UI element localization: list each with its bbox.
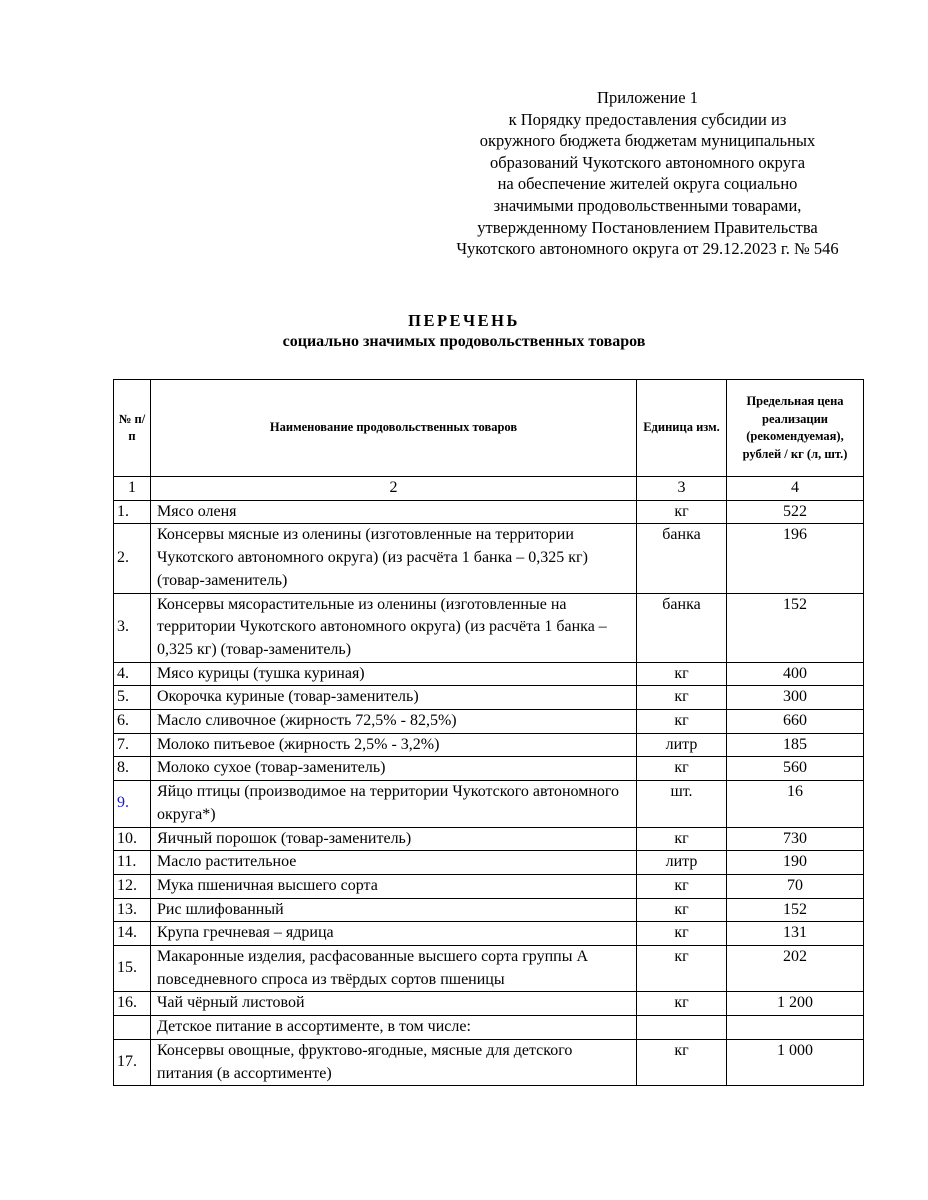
header-price: Предельная цена реализации (рекомендуемая), рублей / кг (л, шт.): [727, 380, 864, 477]
appendix-line: к Порядку предоставления субсидии из: [508, 109, 787, 129]
row-price: 202: [727, 946, 864, 992]
row-unit: кг: [637, 922, 727, 946]
row-price: 300: [727, 686, 864, 710]
column-index: 3: [637, 477, 727, 501]
header-unit: Единица изм.: [637, 380, 727, 477]
row-price: 196: [727, 524, 864, 593]
row-number: 3.: [114, 593, 151, 662]
row-unit: кг: [637, 898, 727, 922]
column-index: 4: [727, 477, 864, 501]
appendix-line: на обеспечение жителей округа социально: [497, 174, 798, 194]
row-unit: кг: [637, 686, 727, 710]
row-number: 15.: [114, 946, 151, 992]
row-unit: кг: [637, 1039, 727, 1085]
goods-table: [113, 379, 864, 1086]
row-number: 14.: [114, 922, 151, 946]
row-price: 152: [727, 593, 864, 662]
row-number: 2.: [114, 524, 151, 593]
table-row: [114, 686, 864, 710]
row-name: Молоко питьевое (жирность 2,5% - 3,2%): [151, 733, 637, 757]
row-price: 522: [727, 500, 864, 524]
table-row: [114, 874, 864, 898]
column-index: 2: [151, 477, 637, 501]
row-name: Окорочка куриные (товар-заменитель): [151, 686, 637, 710]
appendix-line: окружного бюджета бюджетам муниципальных: [479, 131, 816, 151]
row-number: 17.: [114, 1039, 151, 1085]
row-name: Консервы мясные из оленины (изготовленные на территории Чукотского автономного округа) (из расчёта 1 банка – 0,325 кг) (товар-заменитель): [151, 524, 637, 593]
row-price: [727, 1016, 864, 1040]
row-name: Мясо оленя: [151, 500, 637, 524]
appendix-line: Чукотского автономного округа от 29.12.2023 г. № 546: [456, 239, 839, 259]
header-num: № п/п: [114, 380, 151, 477]
row-number: 13.: [114, 898, 151, 922]
header-name: Наименование продовольственных товаров: [151, 380, 637, 477]
row-price: 185: [727, 733, 864, 757]
row-unit: литр: [637, 733, 727, 757]
table-row: [114, 946, 864, 992]
document-title: ПЕРЕЧЕНЬ: [408, 311, 520, 330]
row-unit: банка: [637, 524, 727, 593]
row-name: Макаронные изделия, расфасованные высшего сорта группы А повседневного спроса из твёрдых сортов пшеницы: [151, 946, 637, 992]
table-row: [114, 922, 864, 946]
table-row: [114, 781, 864, 827]
table-row: [114, 1016, 864, 1040]
row-name: Масло сливочное (жирность 72,5% - 82,5%): [151, 710, 637, 734]
row-unit: кг: [637, 757, 727, 781]
row-number: 10.: [114, 827, 151, 851]
row-price: 1 200: [727, 992, 864, 1016]
row-name: Рис шлифованный: [151, 898, 637, 922]
column-index: 1: [114, 477, 151, 501]
row-price: 190: [727, 851, 864, 875]
row-name: Мясо курицы (тушка куриная): [151, 662, 637, 686]
row-price: 400: [727, 662, 864, 686]
row-price: 16: [727, 781, 864, 827]
table-row: [114, 1039, 864, 1085]
row-number: 8.: [114, 757, 151, 781]
table-row: [114, 710, 864, 734]
table-row: [114, 524, 864, 593]
appendix-line: образований Чукотского автономного округа: [489, 152, 806, 172]
row-unit: кг: [637, 946, 727, 992]
row-name: Детское питание в ассортименте, в том числе:: [151, 1016, 637, 1040]
row-price: 560: [727, 757, 864, 781]
row-unit: кг: [637, 827, 727, 851]
row-number: 16.: [114, 992, 151, 1016]
row-name: Масло растительное: [151, 851, 637, 875]
row-number: 5.: [114, 686, 151, 710]
appendix-line: значимыми продовольственными товарами,: [493, 195, 802, 215]
row-name: Молоко сухое (товар-заменитель): [151, 757, 637, 781]
row-number: 12.: [114, 874, 151, 898]
appendix-line: утвержденному Постановлением Правительства: [477, 217, 818, 237]
row-name: Крупа гречневая – ядрица: [151, 922, 637, 946]
row-name: Консервы овощные, фруктово-ягодные, мясные для детского питания (в ассортименте): [151, 1039, 637, 1085]
row-unit: кг: [637, 874, 727, 898]
row-price: 70: [727, 874, 864, 898]
table-header-row: [114, 380, 864, 477]
table-row: [114, 757, 864, 781]
row-unit: кг: [637, 710, 727, 734]
document-subtitle: социально значимых продовольственных товаров: [282, 333, 646, 350]
row-number: 9.: [114, 781, 151, 827]
row-number: 11.: [114, 851, 151, 875]
row-unit: шт.: [637, 781, 727, 827]
row-price: 730: [727, 827, 864, 851]
row-unit: кг: [637, 500, 727, 524]
row-price: 660: [727, 710, 864, 734]
row-price: 152: [727, 898, 864, 922]
appendix-block: [420, 87, 875, 260]
row-unit: кг: [637, 992, 727, 1016]
row-unit: кг: [637, 662, 727, 686]
table-row: [114, 500, 864, 524]
table-row: [114, 662, 864, 686]
row-price: 1 000: [727, 1039, 864, 1085]
table-row: [114, 851, 864, 875]
row-number: 1.: [114, 500, 151, 524]
row-name: Яйцо птицы (производимое на территории Чукотского автономного округа*): [151, 781, 637, 827]
row-unit: банка: [637, 593, 727, 662]
row-number: 7.: [114, 733, 151, 757]
row-name: Мука пшеничная высшего сорта: [151, 874, 637, 898]
table-row: [114, 992, 864, 1016]
row-number: 4.: [114, 662, 151, 686]
row-name: Чай чёрный листовой: [151, 992, 637, 1016]
row-number: [114, 1016, 151, 1040]
table-row: [114, 827, 864, 851]
row-name: Консервы мясорастительные из оленины (изготовленные на территории Чукотского автономного округа) (из расчёта 1 банка – 0,325 кг) (товар-заменитель): [151, 593, 637, 662]
row-number: 6.: [114, 710, 151, 734]
row-unit: [637, 1016, 727, 1040]
row-unit: литр: [637, 851, 727, 875]
table-row: [114, 593, 864, 662]
row-price: 131: [727, 922, 864, 946]
row-name: Яичный порошок (товар-заменитель): [151, 827, 637, 851]
appendix-line: Приложение 1: [597, 88, 698, 107]
column-index-row: [114, 477, 864, 501]
table-row: [114, 898, 864, 922]
table-row: [114, 733, 864, 757]
